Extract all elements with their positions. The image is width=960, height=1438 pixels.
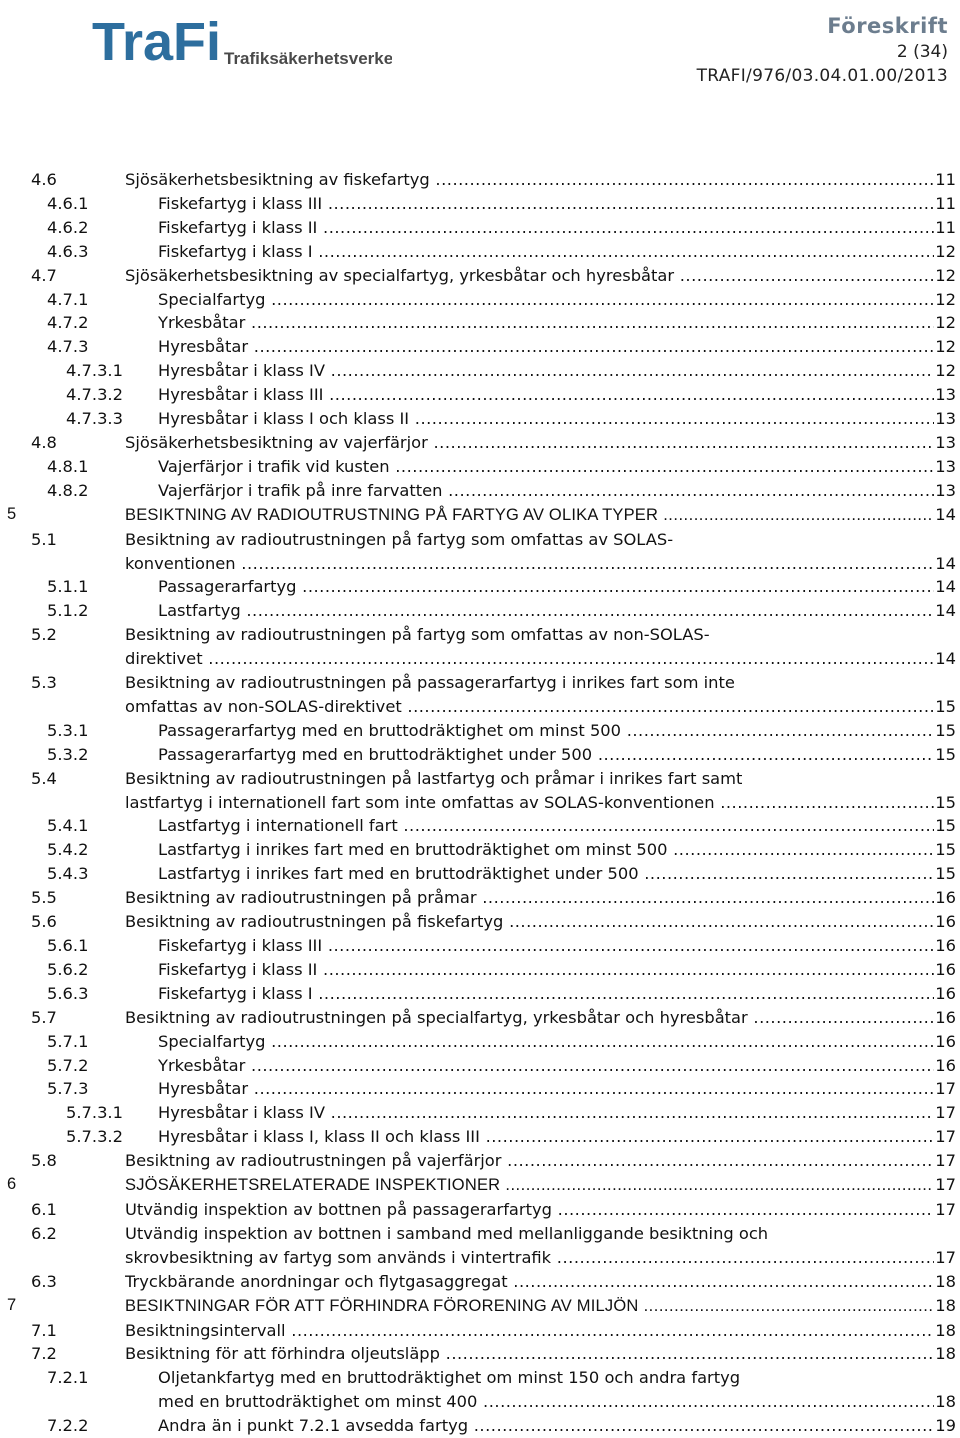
toc-entry[interactable] xyxy=(0,1006,960,1030)
toc-entry[interactable] xyxy=(0,1319,960,1343)
toc-entry-page: 16 xyxy=(935,936,956,955)
toc-entry-title: Sjösäkerhetsbesiktning av fiskefartyg ..... xyxy=(125,168,934,192)
toc-entry-number: 5.3 xyxy=(31,673,57,693)
toc-entry-title: Lastfartyg ..... xyxy=(158,599,934,623)
toc-entry[interactable] xyxy=(0,958,960,982)
toc-entry-number: 5.7.3.1 xyxy=(66,1103,123,1123)
trafi-logo-graphic xyxy=(92,8,392,78)
toc-entry-title: skrovbesiktning av fartyg som används i vintertrafik ..... xyxy=(125,1246,934,1270)
toc-entry-title: Specialfartyg ..... xyxy=(158,288,934,312)
toc-entry[interactable] xyxy=(0,311,960,335)
toc-entry-page: 16 xyxy=(935,1055,956,1075)
toc-entry-number: 4.6.2 xyxy=(47,217,89,237)
logo-agency-name: Trafiksäkerhetsverket xyxy=(224,49,392,68)
toc-entry-number: 4.7.3.1 xyxy=(66,361,123,381)
toc-entry-number: 5.4.1 xyxy=(47,816,89,836)
toc-entry-number: 5.6.2 xyxy=(47,959,89,979)
toc-entry[interactable] xyxy=(0,1342,960,1366)
toc-entry-title: Fiskefartyg i klass II ..... xyxy=(158,216,934,240)
toc-entry[interactable] xyxy=(0,455,960,479)
toc-entry-number: 5.3.2 xyxy=(47,744,89,764)
page-indicator: 2 (34) xyxy=(896,42,948,62)
toc-entry-number: 4.8 xyxy=(31,432,57,452)
toc-entry-number: 5.8 xyxy=(31,1151,57,1171)
toc-entry-page: 15 xyxy=(935,744,956,764)
toc-entry-page: 16 xyxy=(935,888,956,908)
toc-entry-title: Hyresbåtar ..... xyxy=(158,335,934,359)
toc-entry-number: 5.4.2 xyxy=(47,840,89,860)
toc-entry-page: 17 xyxy=(935,1103,956,1123)
toc-entry[interactable] xyxy=(0,1366,960,1414)
toc-entry-page: 18 xyxy=(935,1320,956,1340)
toc-entry[interactable] xyxy=(0,886,960,910)
toc-entry[interactable] xyxy=(0,264,960,288)
toc-entry-page: 13 xyxy=(935,456,956,476)
toc-entry-page: 15 xyxy=(935,792,956,812)
toc-entry-number: 5.6 xyxy=(31,912,57,932)
toc-entry-title: omfattas av non-SOLAS-direktivet ..... xyxy=(125,695,934,719)
toc-entry-number: 6.3 xyxy=(31,1271,57,1291)
toc-entry[interactable] xyxy=(0,1198,960,1222)
toc-entry-page: 11 xyxy=(935,193,956,213)
toc-entry-number: 4.7.3.3 xyxy=(66,409,123,429)
toc-entry-number: 4.6 xyxy=(31,170,57,189)
toc-entry-page: 18 xyxy=(935,1344,956,1364)
toc-entry-page: 12 xyxy=(935,241,956,261)
toc-entry-number: 4.6.3 xyxy=(47,241,89,261)
toc-entry-page: 11 xyxy=(935,217,956,237)
toc-entry[interactable] xyxy=(0,743,960,767)
toc-entry-page: 15 xyxy=(935,864,956,884)
toc-entry[interactable] xyxy=(0,1414,960,1438)
toc-entry-title: Yrkesbåtar ..... xyxy=(158,311,934,335)
toc-entry-number: 5.7.3.2 xyxy=(66,1127,123,1147)
toc-entry-page: 17 xyxy=(935,1079,956,1099)
toc-entry-number: 5.5 xyxy=(31,888,57,908)
toc-entry-page: 14 xyxy=(935,649,956,669)
toc-entry-title: Fiskefartyg i klass II ..... xyxy=(158,958,934,982)
document-reference: TRAFI/976/03.04.01.00/2013 xyxy=(696,66,948,86)
toc-entry-title: Oljetankfartyg med en bruttodräktighet om minst 150 och andra fartyg xyxy=(158,1368,741,1388)
toc-entry[interactable] xyxy=(0,383,960,407)
toc-entry-page: 18 xyxy=(935,1295,956,1315)
toc-entry-page: 13 xyxy=(935,432,956,452)
toc-entry-number: 5.4.3 xyxy=(47,864,89,884)
toc-entry-page: 16 xyxy=(935,983,956,1003)
toc-entry[interactable] xyxy=(0,1125,960,1149)
toc-entry-title: Andra än i punkt 7.2.1 avsedda fartyg ..... xyxy=(158,1414,934,1438)
toc-entry-number: 4.8.2 xyxy=(47,480,89,500)
toc-entry-number: 5.4 xyxy=(31,768,57,788)
toc-entry[interactable] xyxy=(0,240,960,264)
toc-entry[interactable] xyxy=(0,192,960,216)
toc-entry-title: Hyresbåtar i klass IV ..... xyxy=(158,1101,934,1125)
toc-entry[interactable] xyxy=(0,503,960,528)
toc-entry-page: 14 xyxy=(935,553,956,573)
toc-entry-page: 12 xyxy=(935,289,956,309)
page-header xyxy=(0,0,960,130)
toc-entry[interactable] xyxy=(0,288,960,312)
toc-entry-title: Utvändig inspektion av bottnen i samband med mellanliggande besiktning och xyxy=(125,1223,769,1243)
toc-entry-title: Lastfartyg i internationell fart ..... xyxy=(158,814,934,838)
toc-entry-number: 5.6.1 xyxy=(47,936,89,955)
toc-entry[interactable] xyxy=(0,575,960,599)
toc-entry-page: 12 xyxy=(935,265,956,285)
toc-entry-title: Passagerarfartyg ..... xyxy=(158,575,934,599)
toc-entry-title: Fiskefartyg i klass I ..... xyxy=(158,240,934,264)
toc-entry[interactable] xyxy=(0,1294,960,1319)
toc-entry-title: Fiskefartyg i klass I ..... xyxy=(158,982,934,1006)
toc-entry[interactable] xyxy=(0,623,960,671)
toc-entry-page: 16 xyxy=(935,1007,956,1027)
toc-entry-page: 17 xyxy=(935,1199,956,1219)
trafi-logo xyxy=(92,8,392,78)
toc-entry-number: 5.1.2 xyxy=(47,601,89,621)
toc-entry-title: Besiktning av radioutrustningen på vajerfärjor ..... xyxy=(125,1149,934,1173)
toc-entry-title: Besiktning av radioutrustningen på pråmar ..... xyxy=(125,886,934,910)
toc-entry-number: 7 xyxy=(7,1295,17,1314)
toc-entry-page: 13 xyxy=(935,480,956,500)
toc-entry-page: 17 xyxy=(935,1127,956,1147)
toc-entry[interactable] xyxy=(0,767,960,815)
toc-entry-number: 7.2.2 xyxy=(47,1416,89,1436)
toc-entry-title: konventionen ..... xyxy=(125,552,934,576)
toc-entry-title: Fiskefartyg i klass III ..... xyxy=(158,934,934,958)
toc-entry-page: 14 xyxy=(935,601,956,621)
toc-entry-page: 18 xyxy=(935,1271,956,1291)
toc-entry-number: 6.2 xyxy=(31,1223,57,1243)
table-of-contents xyxy=(0,168,960,1438)
toc-entry-number: 5.1 xyxy=(31,529,57,549)
toc-entry[interactable] xyxy=(0,1077,960,1101)
toc-entry-title: BESIKTNING AV RADIOUTRUSTNING PÅ FARTYG AV OLIKA TYPER ..... xyxy=(125,504,934,528)
toc-entry-page: 16 xyxy=(935,912,956,932)
toc-entry-page: 15 xyxy=(935,696,956,716)
toc-entry-number: 5.3.1 xyxy=(47,720,89,740)
toc-entry[interactable] xyxy=(0,1173,960,1198)
toc-entry-page: 11 xyxy=(935,170,956,189)
toc-entry-number: 6.1 xyxy=(31,1199,57,1219)
toc-entry-title: BESIKTNINGAR FÖR ATT FÖRHINDRA FÖRORENING AV MILJÖN ..... xyxy=(125,1295,934,1319)
toc-entry-title: Utvändig inspektion av bottnen på passagerarfartyg ..... xyxy=(125,1198,934,1222)
toc-entry-number: 4.8.1 xyxy=(47,456,89,476)
toc-entry-page: 12 xyxy=(935,337,956,357)
toc-entry-title: Vajerfärjor i trafik vid kusten ..... xyxy=(158,455,934,479)
toc-entry-page: 12 xyxy=(935,361,956,381)
toc-entry-page: 14 xyxy=(935,504,956,524)
toc-entry[interactable] xyxy=(0,934,960,958)
toc-entry-title: Besiktning av radioutrustningen på lastfartyg och pråmar i inrikes fart samt xyxy=(125,768,743,788)
logo-wordmark: TraFi xyxy=(92,12,222,72)
toc-entry-title: Yrkesbåtar ..... xyxy=(158,1054,934,1078)
toc-entry-title: Sjösäkerhetsbesiktning av vajerfärjor ..... xyxy=(125,431,934,455)
toc-entry-number: 5.7.3 xyxy=(47,1079,89,1099)
toc-entry-number: 4.7 xyxy=(31,265,57,285)
toc-entry-title: direktivet ..... xyxy=(125,647,934,671)
toc-entry[interactable] xyxy=(0,359,960,383)
toc-entry-number: 7.2 xyxy=(31,1344,57,1364)
toc-entry-title: lastfartyg i internationell fart som inte omfattas av SOLAS-konventionen ..... xyxy=(125,791,934,815)
toc-entry[interactable] xyxy=(0,862,960,886)
toc-entry[interactable] xyxy=(0,814,960,838)
toc-entry-title: Vajerfärjor i trafik på inre farvatten ..... xyxy=(158,479,934,503)
toc-entry-title: Besiktning av radioutrustningen på passagerarfartyg i inrikes fart som inte xyxy=(125,673,735,693)
toc-entry-title: Passagerarfartyg med en bruttodräktighet under 500 ..... xyxy=(158,743,934,767)
toc-entry[interactable] xyxy=(0,431,960,455)
toc-entry-title: Specialfartyg ..... xyxy=(158,1030,934,1054)
toc-entry-number: 5 xyxy=(7,504,17,523)
toc-entry[interactable] xyxy=(0,407,960,431)
toc-entry-page: 18 xyxy=(935,1392,956,1412)
toc-entry[interactable] xyxy=(0,335,960,359)
toc-entry-number: 5.7 xyxy=(31,1007,57,1027)
toc-entry[interactable] xyxy=(0,599,960,623)
toc-entry-page: 17 xyxy=(935,1247,956,1267)
toc-entry-page: 14 xyxy=(935,577,956,597)
toc-entry[interactable] xyxy=(0,479,960,503)
toc-entry-title: Besiktning av radioutrustningen på specialfartyg, yrkesbåtar och hyresbåtar ..... xyxy=(125,1006,934,1030)
toc-entry[interactable] xyxy=(0,838,960,862)
toc-entry-title: Hyresbåtar i klass IV ..... xyxy=(158,359,934,383)
toc-entry-title: Sjösäkerhetsbesiktning av specialfartyg, yrkesbåtar och hyresbåtar ..... xyxy=(125,264,934,288)
toc-entry[interactable] xyxy=(0,168,960,192)
toc-entry-title: Hyresbåtar ..... xyxy=(158,1077,934,1101)
toc-entry[interactable] xyxy=(0,1030,960,1054)
toc-entry-number: 5.6.3 xyxy=(47,983,89,1003)
toc-entry-title: Besiktning av radioutrustningen på fartyg som omfattas av SOLAS- xyxy=(125,529,674,549)
toc-entry[interactable] xyxy=(0,216,960,240)
toc-entry[interactable] xyxy=(0,719,960,743)
toc-entry-page: 13 xyxy=(935,409,956,429)
toc-entry[interactable] xyxy=(0,1270,960,1294)
toc-entry-title: Tryckbärande anordningar och flytgasaggregat ..... xyxy=(125,1270,934,1294)
toc-entry-page: 16 xyxy=(935,959,956,979)
toc-entry[interactable] xyxy=(0,1101,960,1125)
toc-entry[interactable] xyxy=(0,528,960,576)
toc-entry-number: 4.7.3 xyxy=(47,337,89,357)
toc-entry-title: Besiktning av radioutrustningen på fartyg som omfattas av non-SOLAS- xyxy=(125,625,710,645)
toc-entry-number: 5.7.2 xyxy=(47,1055,89,1075)
toc-entry-page: 13 xyxy=(935,385,956,405)
toc-entry-page: 19 xyxy=(935,1416,956,1436)
toc-entry[interactable] xyxy=(0,910,960,934)
toc-entry-title: Fiskefartyg i klass III ..... xyxy=(158,192,934,216)
toc-entry-number: 7.1 xyxy=(31,1320,57,1340)
toc-entry-number: 4.7.2 xyxy=(47,313,89,333)
toc-entry-page: 12 xyxy=(935,313,956,333)
toc-entry-number: 4.7.1 xyxy=(47,289,89,309)
toc-entry-title: Besiktningsintervall ..... xyxy=(125,1319,934,1343)
toc-entry-page: 15 xyxy=(935,840,956,860)
toc-entry[interactable] xyxy=(0,1054,960,1078)
toc-entry-title: Besiktning av radioutrustningen på fiskefartyg ..... xyxy=(125,910,934,934)
toc-entry-title: Besiktning för att förhindra oljeutsläpp ..... xyxy=(125,1342,934,1366)
toc-entry-number: 4.6.1 xyxy=(47,193,89,213)
toc-entry[interactable] xyxy=(0,671,960,719)
toc-entry-number: 5.7.1 xyxy=(47,1031,89,1051)
toc-entry-title: Hyresbåtar i klass III ..... xyxy=(158,383,934,407)
toc-entry[interactable] xyxy=(0,1149,960,1173)
toc-entry-number: 5.2 xyxy=(31,625,57,645)
toc-entry-title: med en bruttodräktighet om minst 400 ..... xyxy=(158,1390,934,1414)
toc-entry-title: Hyresbåtar i klass I och klass II ..... xyxy=(158,407,934,431)
toc-entry-page: 17 xyxy=(935,1175,956,1195)
toc-entry-number: 5.1.1 xyxy=(47,577,89,597)
toc-entry[interactable] xyxy=(0,982,960,1006)
toc-entry-title: Lastfartyg i inrikes fart med en bruttodräktighet om minst 500 ..... xyxy=(158,838,934,862)
toc-entry-title: Hyresbåtar i klass I, klass II och klass III ..... xyxy=(158,1125,934,1149)
toc-entry-page: 15 xyxy=(935,720,956,740)
toc-entry-title: Lastfartyg i inrikes fart med en bruttodräktighet under 500 ..... xyxy=(158,862,934,886)
toc-entry-page: 15 xyxy=(935,816,956,836)
toc-entry[interactable] xyxy=(0,1222,960,1270)
toc-entry-page: 16 xyxy=(935,1031,956,1051)
toc-entry-number: 4.7.3.2 xyxy=(66,385,123,405)
document-type: Föreskrift xyxy=(827,14,948,38)
toc-entry-title: Passagerarfartyg med en bruttodräktighet om minst 500 ..... xyxy=(158,719,934,743)
toc-entry-page: 17 xyxy=(935,1151,956,1171)
toc-entry-number: 7.2.1 xyxy=(47,1368,89,1388)
toc-entry-number: 6 xyxy=(7,1175,17,1194)
toc-entry-title: SJÖSÄKERHETSRELATERADE INSPEKTIONER ..... xyxy=(125,1174,934,1198)
